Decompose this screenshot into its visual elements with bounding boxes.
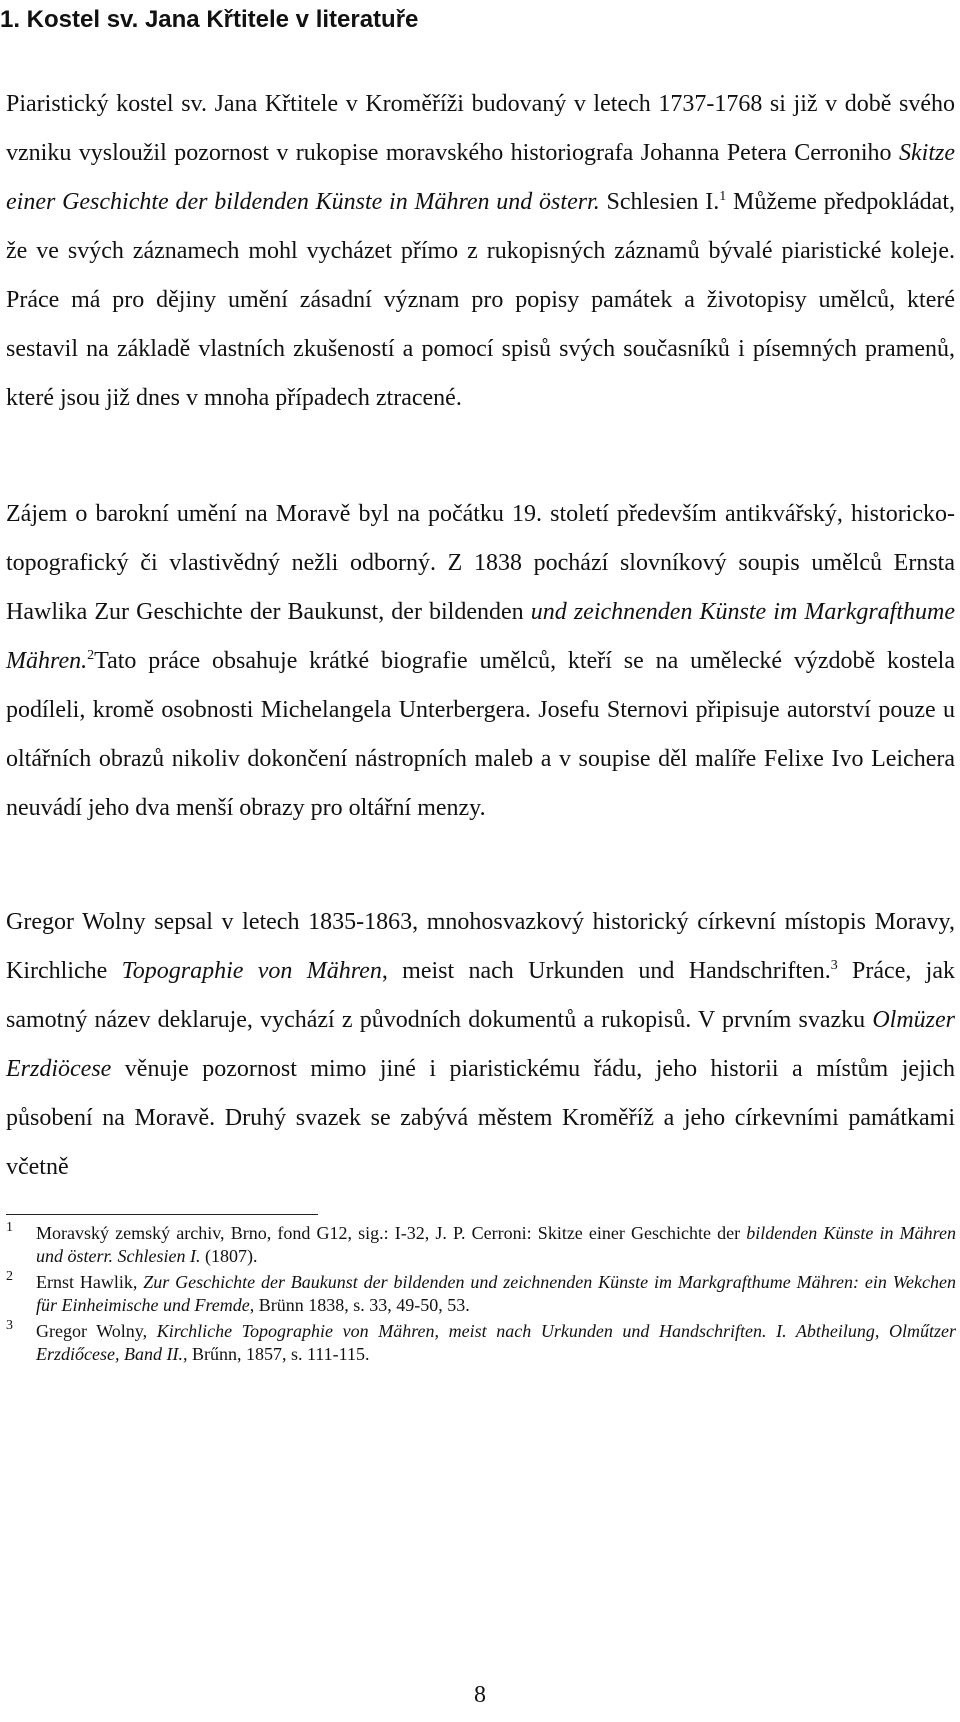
paragraph-2	[6, 490, 955, 833]
footnote-2	[6, 1271, 956, 1317]
footnote-number: 2	[6, 1269, 13, 1284]
footnote-3	[6, 1320, 956, 1366]
footnotes	[6, 1222, 956, 1369]
footnote-text: , Brünn 1838, s. 33, 49-50, 53.	[249, 1295, 470, 1315]
footnote-separator	[6, 1214, 318, 1215]
section-heading: 1. Kostel sv. Jana Křtitele v literatuře	[0, 6, 419, 33]
footnote-title: Zur Geschichte der Baukunst der bildenden und zeichnenden Künste im Markgrafthume Mähren: ein Wekchen für Einheimische und Fremde	[36, 1272, 957, 1315]
p2-text-1: Zájem o barokní umění na Moravě byl na počátku 19. století především antikvářský, historicko-topografický či vlastivědný nežli odborný. Z 1838 pochází slovníkový soupis umělců Ernsta Hawlika Zur Geschichte der Baukunst, der bildenden	[6, 501, 955, 625]
footnote-text: Ernst Hawlik,	[36, 1272, 144, 1292]
p3-volume-italic: Olmüzer Erzdiöcese	[6, 1007, 955, 1082]
p2-title-italic: und zeichnenden Künste im Markgrafthume Mähren.	[6, 599, 956, 674]
footnote-text: Moravský zemský archiv, Brno, fond G12, sig.: I-32, J. P. Cerroni: Skitze einer Geschichte der	[36, 1223, 747, 1243]
footnote-title: bildenden Künste in Mähren und österr. Schlesien I.	[36, 1223, 957, 1266]
footnote-text: (1807).	[200, 1246, 258, 1266]
p1-text-2: Schlesien I.	[599, 189, 720, 215]
page-number: 8	[474, 1682, 486, 1708]
footnote-1	[6, 1222, 956, 1268]
p3-text-1: Gregor Wolny sepsal v letech 1835-1863, mnohosvazkový historický církevní místopis Moravy, Kirchliche	[6, 909, 955, 984]
footnote-text: Gregor Wolny,	[36, 1321, 157, 1341]
footnote-ref-2[interactable]: 2	[87, 648, 95, 663]
p2-text-2: Tato práce obsahuje krátké biografie umělců, kteří se na umělecké výzdobě kostela podíleli, kromě osobnosti Michelangela Unterbergera. Josefu Sternovi připisuje autorství pouze u oltářních obrazů nikoliv dokončení nástropních maleb a v soupise děl malíře Felixe Ivo Leichera neuvádí jeho dva menší obrazy pro oltářní menzy.	[6, 648, 955, 821]
footnote-title: Kirchliche Topographie von Mähren, meist nach Urkunden und Handschriften. I. Abtheilung, Olműtzer Erzdiőcese, Band II.	[36, 1321, 957, 1364]
p1-title-italic: Skitze einer Geschichte der bildenden Künste in Mähren und österr.	[6, 140, 955, 215]
footnote-text: , Brűnn, 1857, s. 111-115.	[182, 1344, 370, 1364]
p3-text-2: , meist nach Urkunden und Handschriften.	[381, 958, 831, 984]
paragraph-3	[6, 898, 955, 1192]
p1-text-1: Piaristický kostel sv. Jana Křtitele v Kroměříži budovaný v letech 1737-1768 si již v době svého vzniku vysloužil pozornost v rukopise moravského historiografa Johanna Petera Cerroniho	[6, 91, 955, 166]
p1-text-3: Můžeme předpokládat, že ve svých záznamech mohl vycházet přímo z rukopisných záznamů bývalé piaristické koleje. Práce má pro dějiny umění zásadní význam pro popisy památek a životopisy umělců, které sestavil na základě vlastních zkušeností a pomocí spisů svých současníků i písemných pramenů, které jsou již dnes v mnoha případech ztracené.	[6, 189, 955, 411]
footnote-number: 3	[6, 1318, 13, 1333]
paragraph-1	[6, 80, 955, 423]
p3-text-3: Práce, jak samotný název deklaruje, vychází z původních dokumentů a rukopisů. V prvním svazku	[6, 958, 955, 1033]
footnote-ref-3[interactable]: 3	[830, 958, 838, 973]
footnote-number: 1	[6, 1220, 13, 1235]
p3-text-4: věnuje pozornost mimo jiné i piaristickému řádu, jeho historii a místům jejich působení na Moravě. Druhý svazek se zabývá městem Kroměříž a jeho církevními památkami včetně	[6, 1056, 955, 1180]
p3-title-italic: Topographie von Mähren	[121, 958, 382, 984]
footnote-ref-1[interactable]: 1	[719, 189, 727, 204]
